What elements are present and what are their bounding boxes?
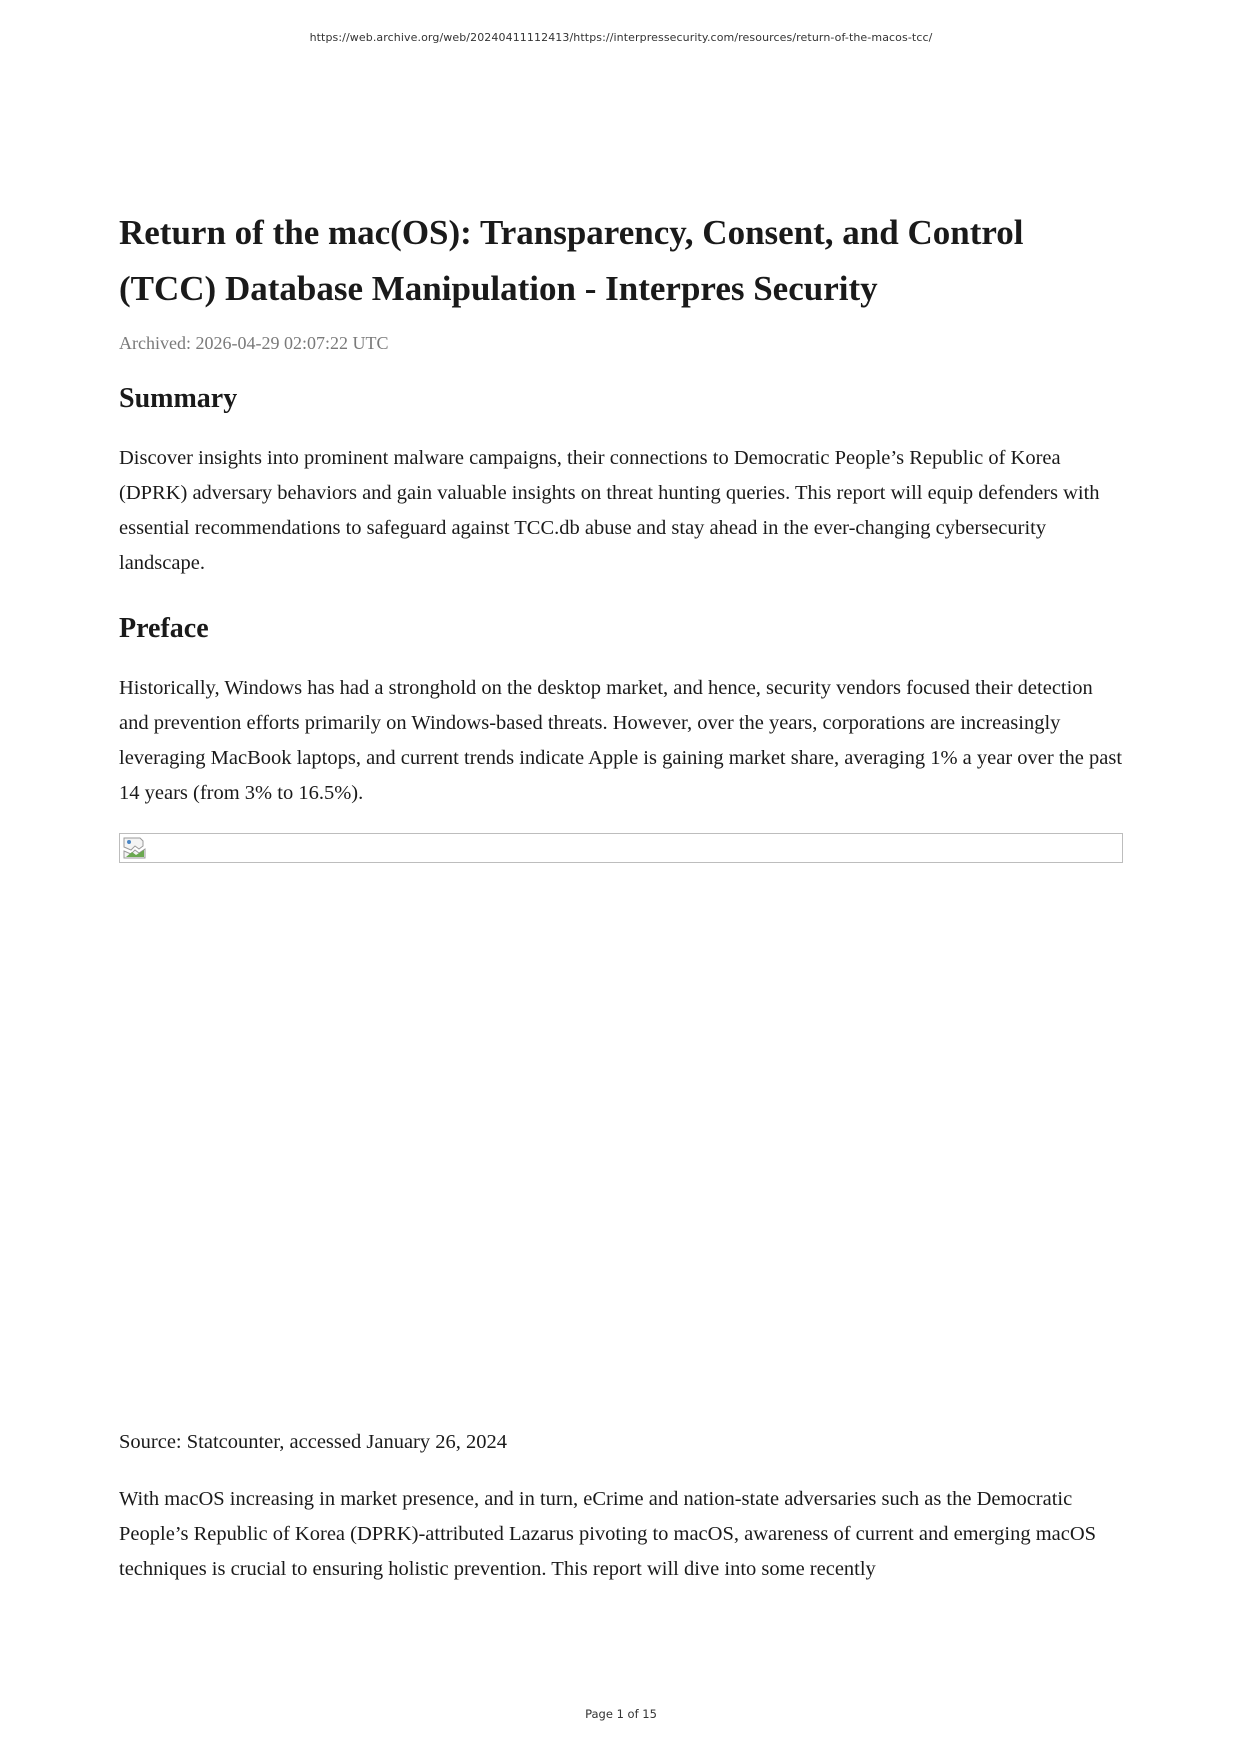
image-reserved-space <box>119 863 1125 1425</box>
closing-paragraph: With macOS increasing in market presence, and in turn, eCrime and nation-state adversaries such as the Democratic People’s Republic of Korea (DPRK)-attributed Lazarus pivoting to macOS, awareness of current and emerging macOS techniques is crucial to ensuring holistic prevention. This report will dive into some recently <box>119 1488 1097 1580</box>
summary-heading: Summary <box>119 383 238 414</box>
page-number: Page 1 of 15 <box>585 1707 657 1721</box>
archive-url-header: https://web.archive.org/web/20240411112413/https://interpressecurity.com/resources/return-of-the-macos-tcc/ <box>309 31 933 44</box>
broken-image-icon <box>123 837 149 859</box>
summary-paragraph: Discover insights into prominent malware campaigns, their connections to Democratic People’s Republic of Korea (DPRK) adversary behaviors and gain valuable insights on threat hunting queries. This report will equip defenders with essential recommendations to safeguard against TCC.db abuse and stay ahead in the ever-changing cybersecurity landscape. <box>119 447 1100 574</box>
preface-heading: Preface <box>119 613 209 644</box>
article-content <box>119 205 1125 1587</box>
image-caption: Source: Statcounter, accessed January 26, 2024 <box>119 1431 507 1453</box>
page-title: Return of the mac(OS): Transparency, Consent, and Control (TCC) Database Manipulation - Interpres Security <box>119 213 1024 308</box>
preface-paragraph: Historically, Windows has had a stronghold on the desktop market, and hence, security vendors focused their detection and prevention efforts primarily on Windows-based threats. However, over the years, corporations are increasingly leveraging MacBook laptops, and current trends indicate Apple is gaining market share, averaging 1% a year over the past 14 years (from 3% to 16.5%). <box>119 677 1123 804</box>
archived-timestamp: Archived: 2026-04-29 02:07:22 UTC <box>119 333 389 353</box>
broken-image-placeholder <box>119 833 1123 863</box>
